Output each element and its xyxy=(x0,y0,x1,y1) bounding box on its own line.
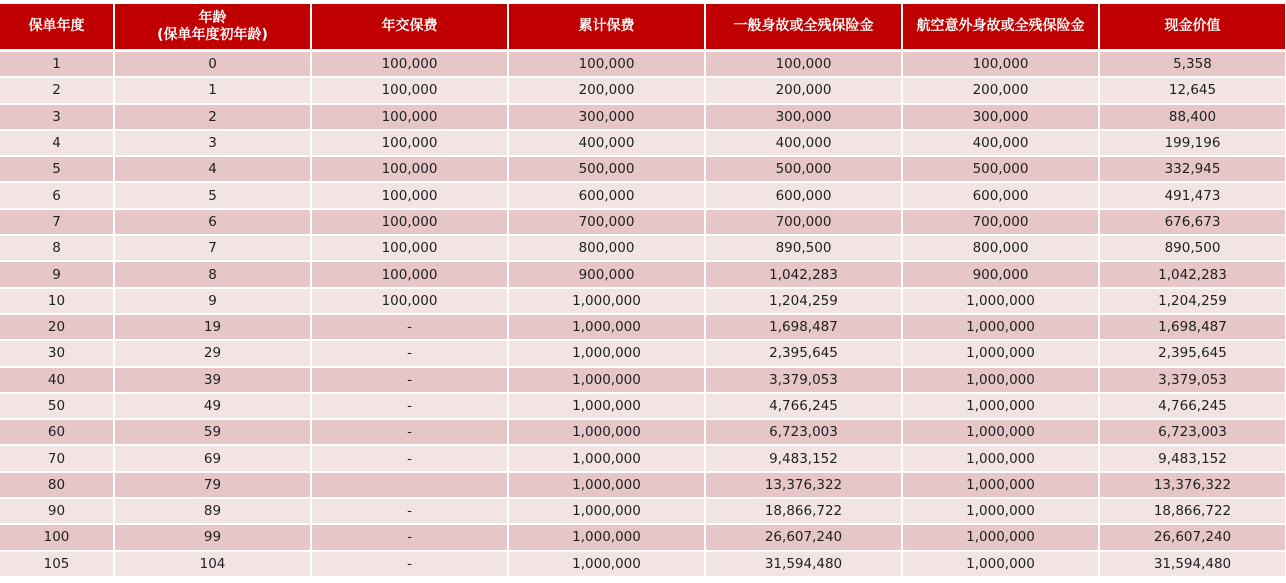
cell-cumulative-premium: 1,000,000 xyxy=(508,419,705,445)
cell-general-death-benefit: 31,594,480 xyxy=(705,551,902,577)
cell-annual-premium: 100,000 xyxy=(311,130,508,156)
cell-age: 3 xyxy=(114,130,311,156)
benefit-table-container xyxy=(0,4,1286,578)
cell-aviation-death-benefit: 100,000 xyxy=(902,51,1099,78)
cell-cash-value: 199,196 xyxy=(1099,130,1286,156)
cell-cumulative-premium: 500,000 xyxy=(508,156,705,182)
cell-general-death-benefit: 600,000 xyxy=(705,182,902,208)
cell-annual-premium: - xyxy=(311,314,508,340)
cell-general-death-benefit: 4,766,245 xyxy=(705,393,902,419)
cell-age: 69 xyxy=(114,445,311,471)
cell-annual-premium xyxy=(311,472,508,498)
cell-annual-premium: - xyxy=(311,445,508,471)
table-row xyxy=(0,472,1286,498)
cell-policy-year: 80 xyxy=(0,472,114,498)
cell-general-death-benefit: 400,000 xyxy=(705,130,902,156)
cell-general-death-benefit: 300,000 xyxy=(705,104,902,130)
header-aviation-death-benefit: 航空意外身故或全残保险金 xyxy=(902,4,1099,51)
benefit-table xyxy=(0,4,1286,578)
table-row xyxy=(0,419,1286,445)
cell-general-death-benefit: 9,483,152 xyxy=(705,445,902,471)
cell-cash-value: 3,379,053 xyxy=(1099,367,1286,393)
cell-age: 29 xyxy=(114,340,311,366)
cell-cash-value: 4,766,245 xyxy=(1099,393,1286,419)
header-policy-year: 保单年度 xyxy=(0,4,114,51)
cell-cumulative-premium: 800,000 xyxy=(508,235,705,261)
cell-age: 49 xyxy=(114,393,311,419)
cell-general-death-benefit: 3,379,053 xyxy=(705,367,902,393)
cell-cash-value: 332,945 xyxy=(1099,156,1286,182)
cell-age: 19 xyxy=(114,314,311,340)
cell-general-death-benefit: 100,000 xyxy=(705,51,902,78)
cell-annual-premium: - xyxy=(311,551,508,577)
cell-cumulative-premium: 100,000 xyxy=(508,51,705,78)
cell-annual-premium: 100,000 xyxy=(311,77,508,103)
cell-general-death-benefit: 700,000 xyxy=(705,209,902,235)
cell-aviation-death-benefit: 300,000 xyxy=(902,104,1099,130)
cell-general-death-benefit: 26,607,240 xyxy=(705,524,902,550)
table-row xyxy=(0,130,1286,156)
cell-age: 104 xyxy=(114,551,311,577)
cell-policy-year: 1 xyxy=(0,51,114,78)
cell-policy-year: 40 xyxy=(0,367,114,393)
cell-cash-value: 6,723,003 xyxy=(1099,419,1286,445)
cell-age: 6 xyxy=(114,209,311,235)
table-row xyxy=(0,156,1286,182)
cell-aviation-death-benefit: 1,000,000 xyxy=(902,498,1099,524)
cell-cumulative-premium: 1,000,000 xyxy=(508,288,705,314)
cell-aviation-death-benefit: 1,000,000 xyxy=(902,367,1099,393)
cell-cash-value: 890,500 xyxy=(1099,235,1286,261)
cell-age: 59 xyxy=(114,419,311,445)
cell-cash-value: 676,673 xyxy=(1099,209,1286,235)
cell-annual-premium: 100,000 xyxy=(311,182,508,208)
cell-age: 9 xyxy=(114,288,311,314)
cell-aviation-death-benefit: 1,000,000 xyxy=(902,288,1099,314)
cell-aviation-death-benefit: 500,000 xyxy=(902,156,1099,182)
cell-age: 79 xyxy=(114,472,311,498)
table-header-row xyxy=(0,4,1286,51)
cell-cash-value: 2,395,645 xyxy=(1099,340,1286,366)
table-row xyxy=(0,288,1286,314)
table-row xyxy=(0,340,1286,366)
cell-aviation-death-benefit: 1,000,000 xyxy=(902,445,1099,471)
cell-cash-value: 12,645 xyxy=(1099,77,1286,103)
cell-policy-year: 9 xyxy=(0,261,114,287)
cell-policy-year: 70 xyxy=(0,445,114,471)
cell-cash-value: 5,358 xyxy=(1099,51,1286,78)
cell-cash-value: 491,473 xyxy=(1099,182,1286,208)
cell-aviation-death-benefit: 1,000,000 xyxy=(902,340,1099,366)
cell-cash-value: 31,594,480 xyxy=(1099,551,1286,577)
cell-cumulative-premium: 400,000 xyxy=(508,130,705,156)
cell-aviation-death-benefit: 900,000 xyxy=(902,261,1099,287)
cell-aviation-death-benefit: 600,000 xyxy=(902,182,1099,208)
cell-policy-year: 7 xyxy=(0,209,114,235)
cell-annual-premium: - xyxy=(311,340,508,366)
cell-annual-premium: 100,000 xyxy=(311,235,508,261)
header-cumulative-premium: 累计保费 xyxy=(508,4,705,51)
cell-cash-value: 1,042,283 xyxy=(1099,261,1286,287)
table-row xyxy=(0,77,1286,103)
header-general-death-benefit: 一般身故或全残保险金 xyxy=(705,4,902,51)
cell-general-death-benefit: 890,500 xyxy=(705,235,902,261)
cell-age: 8 xyxy=(114,261,311,287)
cell-annual-premium: - xyxy=(311,393,508,419)
cell-policy-year: 10 xyxy=(0,288,114,314)
table-row xyxy=(0,235,1286,261)
cell-annual-premium: 100,000 xyxy=(311,156,508,182)
cell-policy-year: 8 xyxy=(0,235,114,261)
table-row xyxy=(0,445,1286,471)
cell-policy-year: 90 xyxy=(0,498,114,524)
cell-aviation-death-benefit: 200,000 xyxy=(902,77,1099,103)
cell-cash-value: 13,376,322 xyxy=(1099,472,1286,498)
cell-general-death-benefit: 1,204,259 xyxy=(705,288,902,314)
cell-annual-premium: 100,000 xyxy=(311,261,508,287)
cell-general-death-benefit: 18,866,722 xyxy=(705,498,902,524)
cell-policy-year: 3 xyxy=(0,104,114,130)
cell-aviation-death-benefit: 1,000,000 xyxy=(902,551,1099,577)
cell-cumulative-premium: 1,000,000 xyxy=(508,472,705,498)
cell-annual-premium: 100,000 xyxy=(311,209,508,235)
cell-annual-premium: - xyxy=(311,524,508,550)
cell-policy-year: 100 xyxy=(0,524,114,550)
table-row xyxy=(0,314,1286,340)
cell-annual-premium: 100,000 xyxy=(311,288,508,314)
cell-policy-year: 60 xyxy=(0,419,114,445)
cell-age: 1 xyxy=(114,77,311,103)
cell-general-death-benefit: 500,000 xyxy=(705,156,902,182)
cell-cumulative-premium: 900,000 xyxy=(508,261,705,287)
cell-cumulative-premium: 1,000,000 xyxy=(508,524,705,550)
cell-cumulative-premium: 1,000,000 xyxy=(508,498,705,524)
cell-annual-premium: 100,000 xyxy=(311,104,508,130)
table-row xyxy=(0,209,1286,235)
cell-annual-premium: - xyxy=(311,498,508,524)
cell-age: 0 xyxy=(114,51,311,78)
cell-annual-premium: - xyxy=(311,367,508,393)
cell-aviation-death-benefit: 1,000,000 xyxy=(902,393,1099,419)
cell-general-death-benefit: 6,723,003 xyxy=(705,419,902,445)
table-row xyxy=(0,367,1286,393)
header-age: 年龄 (保单年度初年龄) xyxy=(114,4,311,51)
cell-cumulative-premium: 700,000 xyxy=(508,209,705,235)
cell-policy-year: 105 xyxy=(0,551,114,577)
cell-policy-year: 2 xyxy=(0,77,114,103)
cell-cash-value: 18,866,722 xyxy=(1099,498,1286,524)
cell-age: 99 xyxy=(114,524,311,550)
cell-age: 39 xyxy=(114,367,311,393)
cell-age: 7 xyxy=(114,235,311,261)
cell-age: 4 xyxy=(114,156,311,182)
cell-cash-value: 1,204,259 xyxy=(1099,288,1286,314)
header-cash-value: 现金价值 xyxy=(1099,4,1286,51)
cell-general-death-benefit: 2,395,645 xyxy=(705,340,902,366)
cell-cumulative-premium: 300,000 xyxy=(508,104,705,130)
cell-general-death-benefit: 200,000 xyxy=(705,77,902,103)
cell-cash-value: 26,607,240 xyxy=(1099,524,1286,550)
cell-cumulative-premium: 1,000,000 xyxy=(508,314,705,340)
cell-cumulative-premium: 600,000 xyxy=(508,182,705,208)
cell-cumulative-premium: 200,000 xyxy=(508,77,705,103)
cell-policy-year: 20 xyxy=(0,314,114,340)
cell-aviation-death-benefit: 700,000 xyxy=(902,209,1099,235)
cell-aviation-death-benefit: 800,000 xyxy=(902,235,1099,261)
cell-aviation-death-benefit: 1,000,000 xyxy=(902,314,1099,340)
cell-age: 2 xyxy=(114,104,311,130)
cell-policy-year: 6 xyxy=(0,182,114,208)
cell-policy-year: 5 xyxy=(0,156,114,182)
cell-cash-value: 9,483,152 xyxy=(1099,445,1286,471)
cell-age: 89 xyxy=(114,498,311,524)
table-row xyxy=(0,498,1286,524)
cell-policy-year: 50 xyxy=(0,393,114,419)
table-row xyxy=(0,182,1286,208)
table-row xyxy=(0,524,1286,550)
cell-policy-year: 4 xyxy=(0,130,114,156)
cell-cumulative-premium: 1,000,000 xyxy=(508,551,705,577)
cell-general-death-benefit: 13,376,322 xyxy=(705,472,902,498)
cell-cumulative-premium: 1,000,000 xyxy=(508,367,705,393)
table-body xyxy=(0,51,1286,577)
table-row xyxy=(0,551,1286,577)
cell-general-death-benefit: 1,698,487 xyxy=(705,314,902,340)
cell-age: 5 xyxy=(114,182,311,208)
table-row xyxy=(0,393,1286,419)
header-annual-premium: 年交保费 xyxy=(311,4,508,51)
cell-cumulative-premium: 1,000,000 xyxy=(508,340,705,366)
table-row xyxy=(0,104,1286,130)
cell-aviation-death-benefit: 400,000 xyxy=(902,130,1099,156)
cell-policy-year: 30 xyxy=(0,340,114,366)
table-row xyxy=(0,261,1286,287)
cell-general-death-benefit: 1,042,283 xyxy=(705,261,902,287)
cell-aviation-death-benefit: 1,000,000 xyxy=(902,472,1099,498)
cell-annual-premium: - xyxy=(311,419,508,445)
cell-annual-premium: 100,000 xyxy=(311,51,508,78)
cell-cumulative-premium: 1,000,000 xyxy=(508,393,705,419)
cell-cash-value: 88,400 xyxy=(1099,104,1286,130)
cell-cash-value: 1,698,487 xyxy=(1099,314,1286,340)
cell-aviation-death-benefit: 1,000,000 xyxy=(902,524,1099,550)
cell-aviation-death-benefit: 1,000,000 xyxy=(902,419,1099,445)
table-row xyxy=(0,51,1286,78)
cell-cumulative-premium: 1,000,000 xyxy=(508,445,705,471)
